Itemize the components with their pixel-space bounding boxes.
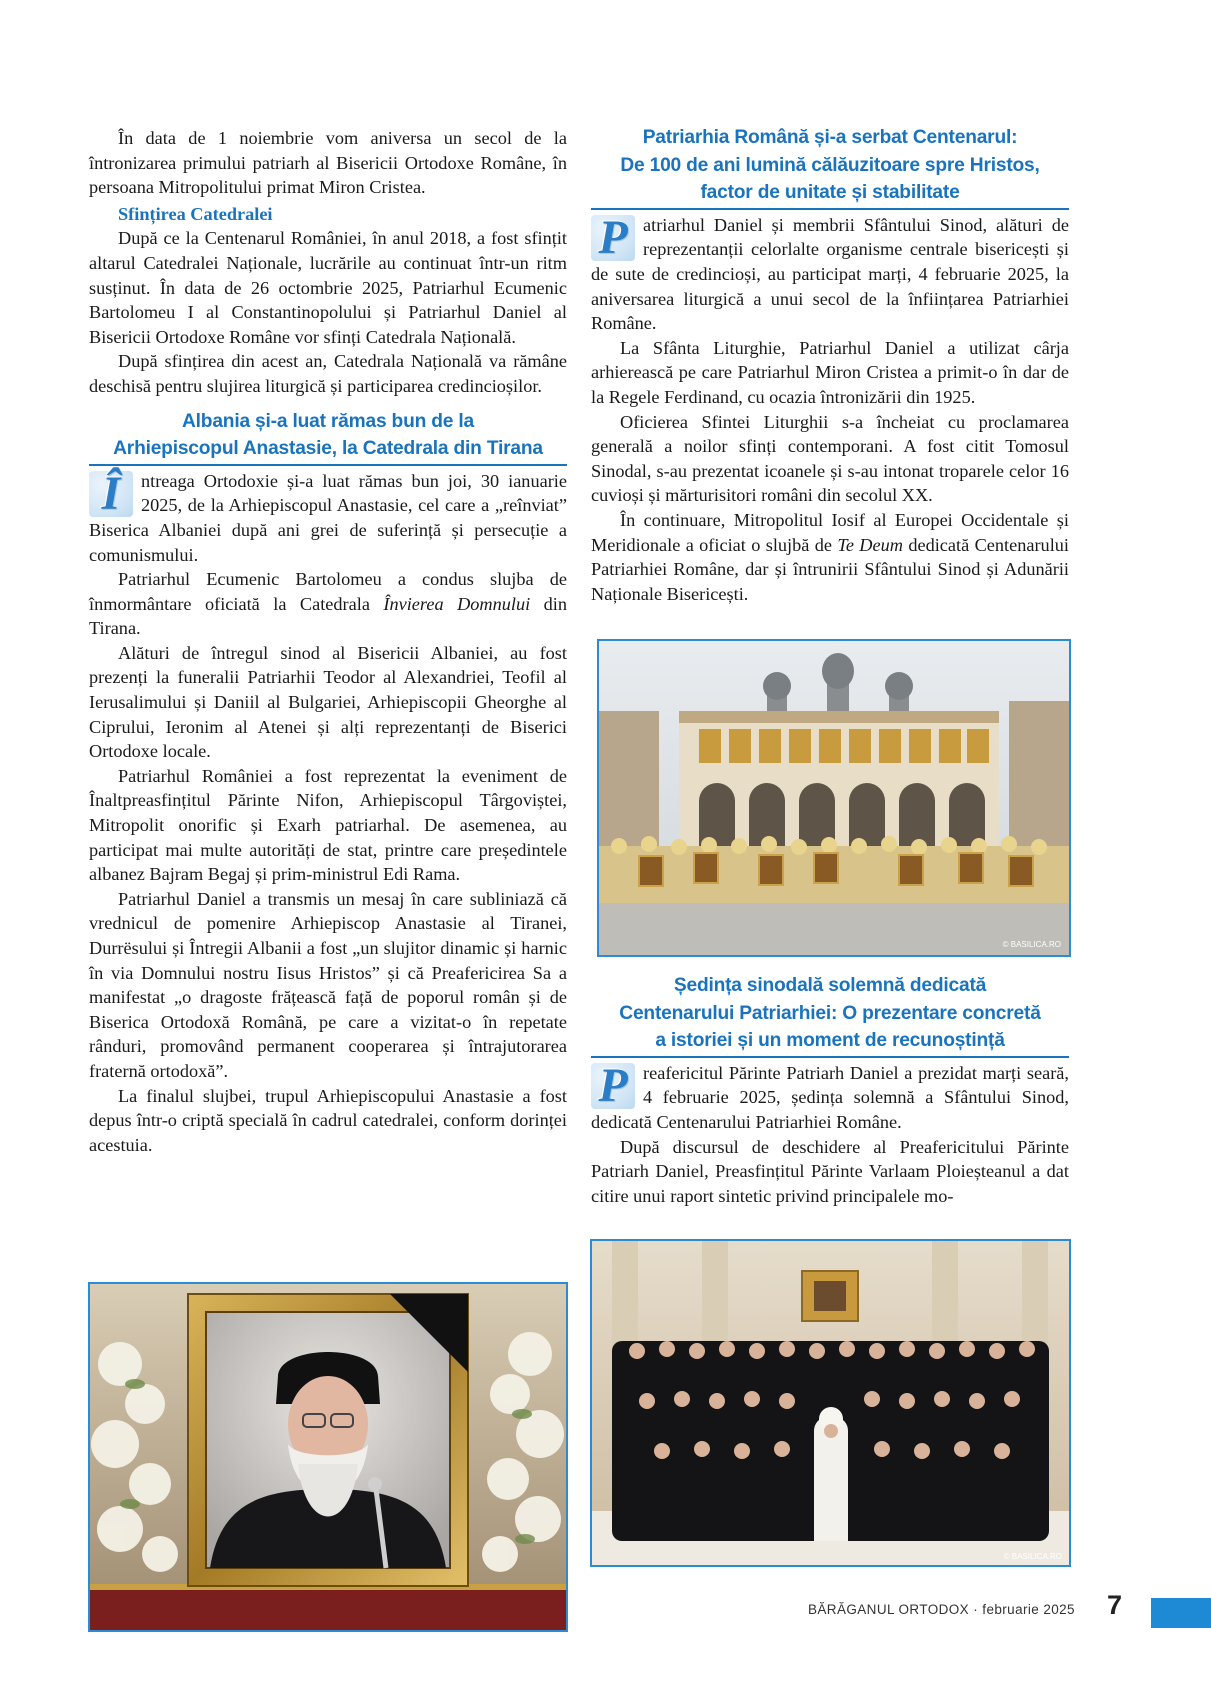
centenar-paragraph-3: Oficierea Sfintei Liturghii s-a încheiat cu proclamarea generală a noilor sfinți contemporani. A fost citit Tomosul Sinodal, s-au prezentat icoanele și s-au intonat troparele celor 16 cuvioși și mărturisitori români din secolul XX. (591, 411, 1069, 506)
albania-paragraph-3: Alături de întregul sinod al Bisericii Albaniei, au fost prezenți la funeralii Patriarhii Teodor al Alexandriei, Teofil al Ierusalimului și Daniil al Bulgariei, Arhiepiscopii Gheorghe al Ciprului, Ieronim al Atenei și alți reprezentanți de Biserici Ortodoxe locale. (89, 642, 567, 762)
page-footer (808, 1602, 1075, 1617)
publication-name: BĂRĂGANUL ORTODOX (808, 1602, 970, 1617)
issue-date: februarie 2025 (982, 1602, 1075, 1617)
section-title-sfintirea: Sfințirea Catedralei (118, 203, 273, 224)
centenar-p4-text-b: dedicată Centenarului Patriarhiei Române, dar și întrunirii Sfântului Sinod și Adunării Naționale Bisericești. (591, 534, 1069, 604)
article-title-line: Patriarhia Română și-a serbat Centenarul: (642, 127, 1018, 148)
albania-p2-text-a: Patriarhul Ecumenic Bartolomeu a condus slujba de înmormântare oficiată la Catedrala (89, 569, 567, 614)
article-title-line: Arhiepiscopul Anastasie, la Catedrala din Tirana (113, 438, 543, 460)
page-accent-bar (1151, 1598, 1211, 1628)
article-title-centenar (591, 124, 1069, 210)
photo-cathedral-ceremony (597, 639, 1071, 957)
drop-cap: P (591, 215, 635, 261)
section1-paragraph-1: După ce la Centenarul României, în anul 2018, a fost sfințit altarul Catedralei Naționale, lucrările au continuat într-un ritm susținut. În data de 26 octombrie 2025, Patriarhul Ecumenic Bartolomeu I al Constantinopolului și Patriarhul Daniel al Bisericii Ortodoxe Române vor sfinți Catedrala Națională. (89, 228, 567, 347)
photo-watermark: © BASILICA.RO (1002, 940, 1061, 949)
drop-cap: Î (89, 471, 133, 517)
albania-paragraph-6: La finalul slujbei, trupul Arhiepiscopului Anastasie a fost depus într-o criptă specială în cadrul catedralei, conform dorinței acestuia. (89, 1085, 567, 1155)
albania-paragraph-1-text: ntreaga Ortodoxie și-a luat rămas bun joi, 30 ianuarie 2025, de la Arhiepiscopul Anastasie, cel care a „reînviat” Biserica Albaniei după ani grei de suferință și persecuție a comunismului. (89, 470, 567, 565)
right-column (591, 124, 1069, 606)
article-title-line: Centenarului Patriarhiei: O prezentare concretă (619, 1002, 1041, 1024)
article-title-sedinta (591, 972, 1069, 1058)
centenar-paragraph-4 (591, 508, 1069, 606)
drop-cap: P (591, 1063, 635, 1109)
albania-paragraph-1 (89, 466, 567, 567)
photo-archbishop-portrait (88, 1282, 568, 1632)
sedinta-paragraph-1-text: reafericitul Părinte Patriarh Daniel a prezidat marți seară, 4 februarie 2025, ședința solemnă a Sfântului Sinod, dedicată Centenarului Patriarhiei Române. (591, 1062, 1069, 1132)
albania-paragraph-2 (89, 567, 567, 641)
sedinta-paragraph-2: După discursul de deschidere al Preafericitului Părinte Patriarh Daniel, Preasfințitul Părinte Varlaam Ploieșteanul a dat citire unui raport sintetic privind principalele mo- (591, 1136, 1069, 1206)
footer-separator: · (969, 1602, 983, 1617)
photo-synod-group (590, 1239, 1071, 1567)
centenar-p4-text-a: În continuare, Mitropolitul Iosif al Europei Occidentale și Meridionale a oficiat o slujbă de (591, 509, 1069, 555)
article-title-albania (89, 408, 567, 466)
intro-paragraph: În data de 1 noiembrie vom aniversa un secol de la întronizarea primului patriarh al Bisericii Ortodoxe Române, în persoana Mitropolitului primat Miron Cristea. (89, 128, 567, 198)
article-title-line: Albania și-a luat rămas bun de la (182, 410, 474, 432)
cathedral-illustration (599, 641, 1069, 955)
sedinta-paragraph-1 (591, 1058, 1069, 1135)
right-column-lower (591, 972, 1069, 1208)
albania-p2-text-b: din Tirana. (89, 593, 568, 639)
photo-watermark: © BASILICA.RO (1003, 1552, 1062, 1561)
article-title-line: Ședința sinodală solemnă dedicată (673, 975, 987, 996)
albania-paragraph-4: Patriarhul României a fost reprezentat la eveniment de Înaltpreasfințitul Părinte Nifon, Arhiepiscopul Târgoviștei, Mitropolit onorific și Exarh patriarhal. De asemenea, au participat mai multe autorități de stat, printre care președintele albanez Bajram Begaj și prim-ministrul Edi Rama. (89, 765, 567, 885)
portrait-illustration (90, 1284, 566, 1630)
article-title-line: De 100 de ani lumină călăuzitoare spre Hristos, (620, 154, 1040, 176)
left-column (89, 126, 567, 1157)
article-title-line: factor de unitate și stabilitate (700, 182, 960, 204)
synod-illustration (592, 1241, 1069, 1565)
albania-p2-italic: Învierea Domnului (383, 593, 531, 614)
centenar-p4-italic: Te Deum (837, 534, 903, 555)
section1-paragraph-2: După sfințirea din acest an, Catedrala Națională va rămâne deschisă pentru slujirea liturgică și participarea credincioșilor. (89, 351, 567, 396)
article-title-line: a istoriei și un moment de recunoștință (655, 1030, 1005, 1052)
page-number: 7 (1107, 1590, 1123, 1620)
albania-paragraph-5: Patriarhul Daniel a transmis un mesaj în care subliniază că vrednicul de pomenire Arhiepiscop Anastasie al Tiranei, Durrësului și Întregii Albanii a fost „un slujitor dinamic și harnic în via Domnului nostru Iisus Hristos” și că Preafericirea Sa a manifestat „o dragoste frățească față de poporul român și de Biserica Ortodoxă Română, pe care a vizitat-o în repetate rânduri, promovând permanent cooperarea și întrajutorarea fraternă ortodoxă”. (89, 888, 567, 1081)
centenar-paragraph-1 (591, 210, 1069, 336)
centenar-paragraph-2: La Sfânta Liturghie, Patriarhul Daniel a utilizat cârja arhierească pe care Patriarhul Miron Cristea a primit-o în dar de la Regele Ferdinand, cu ocazia întronizării din 1925. (591, 337, 1069, 407)
centenar-paragraph-1-text: atriarhul Daniel și membrii Sfântului Sinod, alături de reprezentanții celorlalte organisme centrale bisericești și de sute de credincioși, au participat marți, 4 februarie 2025, la aniversarea liturgică a unui secol de la înființarea Patriarhiei Române. (591, 214, 1069, 334)
